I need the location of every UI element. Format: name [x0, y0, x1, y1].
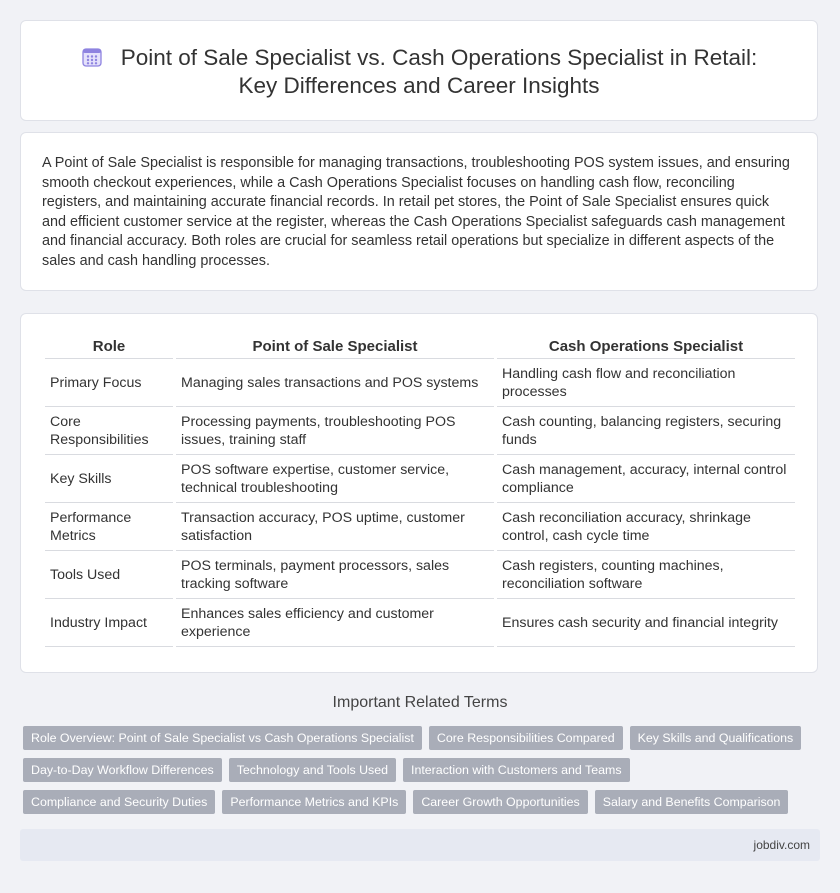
table-row: [45, 503, 795, 551]
related-term-tag[interactable]: Compliance and Security Duties: [23, 790, 215, 814]
table-row: [45, 551, 795, 599]
table-row: [45, 359, 795, 407]
related-term-tag[interactable]: Core Responsibilities Compared: [429, 726, 623, 750]
row-label: Tools Used: [45, 551, 173, 599]
related-term-tag[interactable]: Performance Metrics and KPIs: [222, 790, 406, 814]
related-term-tag[interactable]: Career Growth Opportunities: [413, 790, 587, 814]
title-line-2: Key Differences and Career Insights: [238, 73, 600, 98]
comparison-table: [42, 334, 798, 647]
related-term-tag[interactable]: Technology and Tools Used: [229, 758, 396, 782]
comparison-card: [20, 313, 818, 673]
intro-paragraph: A Point of Sale Specialist is responsible for managing transactions, troubleshooting POS system issues, and ensuring smooth checkout experiences, while a Cash Operations Specialist focuses on handling cash flow, reconciling registers, and maintaining accurate financial records. In retail pet stores, the Point of Sale Specialist ensures quick and efficient customer service at the register, whereas the Cash Operations Specialist safeguards cash management and financial accuracy. Both roles are crucial for seamless retail operations but specialize in different aspects of the sales and cash handling processes.: [42, 155, 790, 269]
table-row: [45, 455, 795, 503]
pos-cell: Processing payments, troubleshooting POS issues, training staff: [176, 407, 494, 455]
row-label: Industry Impact: [45, 599, 173, 647]
cash-cell: Ensures cash security and financial integrity: [497, 599, 795, 647]
site-link[interactable]: jobdiv.com: [753, 838, 810, 852]
row-label: Core Responsibilities: [45, 407, 173, 455]
related-term-tag[interactable]: Day-to-Day Workflow Differences: [23, 758, 222, 782]
table-header-row: [45, 334, 795, 359]
cash-cell: Cash management, accuracy, internal control compliance: [497, 455, 795, 503]
pos-cell: Transaction accuracy, POS uptime, customer satisfaction: [176, 503, 494, 551]
cash-cell: Cash counting, balancing registers, securing funds: [497, 407, 795, 455]
related-terms-list: [23, 726, 813, 814]
title-line-1: Point of Sale Specialist vs. Cash Operations Specialist in Retail:: [120, 45, 758, 70]
related-term-tag[interactable]: Interaction with Customers and Teams: [403, 758, 630, 782]
pos-cell: POS software expertise, customer service, technical troubleshooting: [176, 455, 494, 503]
related-term-tag[interactable]: Role Overview: Point of Sale Specialist vs Cash Operations Specialist: [23, 726, 422, 750]
footer: [20, 829, 820, 861]
table-row: [45, 407, 795, 455]
pos-cell: Enhances sales efficiency and customer experience: [176, 599, 494, 647]
pos-cell: POS terminals, payment processors, sales tracking software: [176, 551, 494, 599]
row-label: Performance Metrics: [45, 503, 173, 551]
header-role: Role: [45, 334, 173, 359]
related-term-tag[interactable]: Salary and Benefits Comparison: [595, 790, 789, 814]
title-card: [20, 20, 818, 121]
page-title: [21, 44, 817, 100]
intro-card: [20, 132, 818, 291]
pos-cell: Managing sales transactions and POS systems: [176, 359, 494, 407]
cash-cell: Handling cash flow and reconciliation processes: [497, 359, 795, 407]
cash-cell: Cash registers, counting machines, reconciliation software: [497, 551, 795, 599]
row-label: Primary Focus: [45, 359, 173, 407]
header-cash-ops-specialist: Cash Operations Specialist: [497, 334, 795, 359]
related-term-tag[interactable]: Key Skills and Qualifications: [630, 726, 802, 750]
header-pos-specialist: Point of Sale Specialist: [176, 334, 494, 359]
table-row: [45, 599, 795, 647]
related-terms-heading: Important Related Terms: [332, 694, 508, 711]
calendar-grid-icon: [81, 46, 103, 68]
cash-cell: Cash reconciliation accuracy, shrinkage control, cash cycle time: [497, 503, 795, 551]
row-label: Key Skills: [45, 455, 173, 503]
